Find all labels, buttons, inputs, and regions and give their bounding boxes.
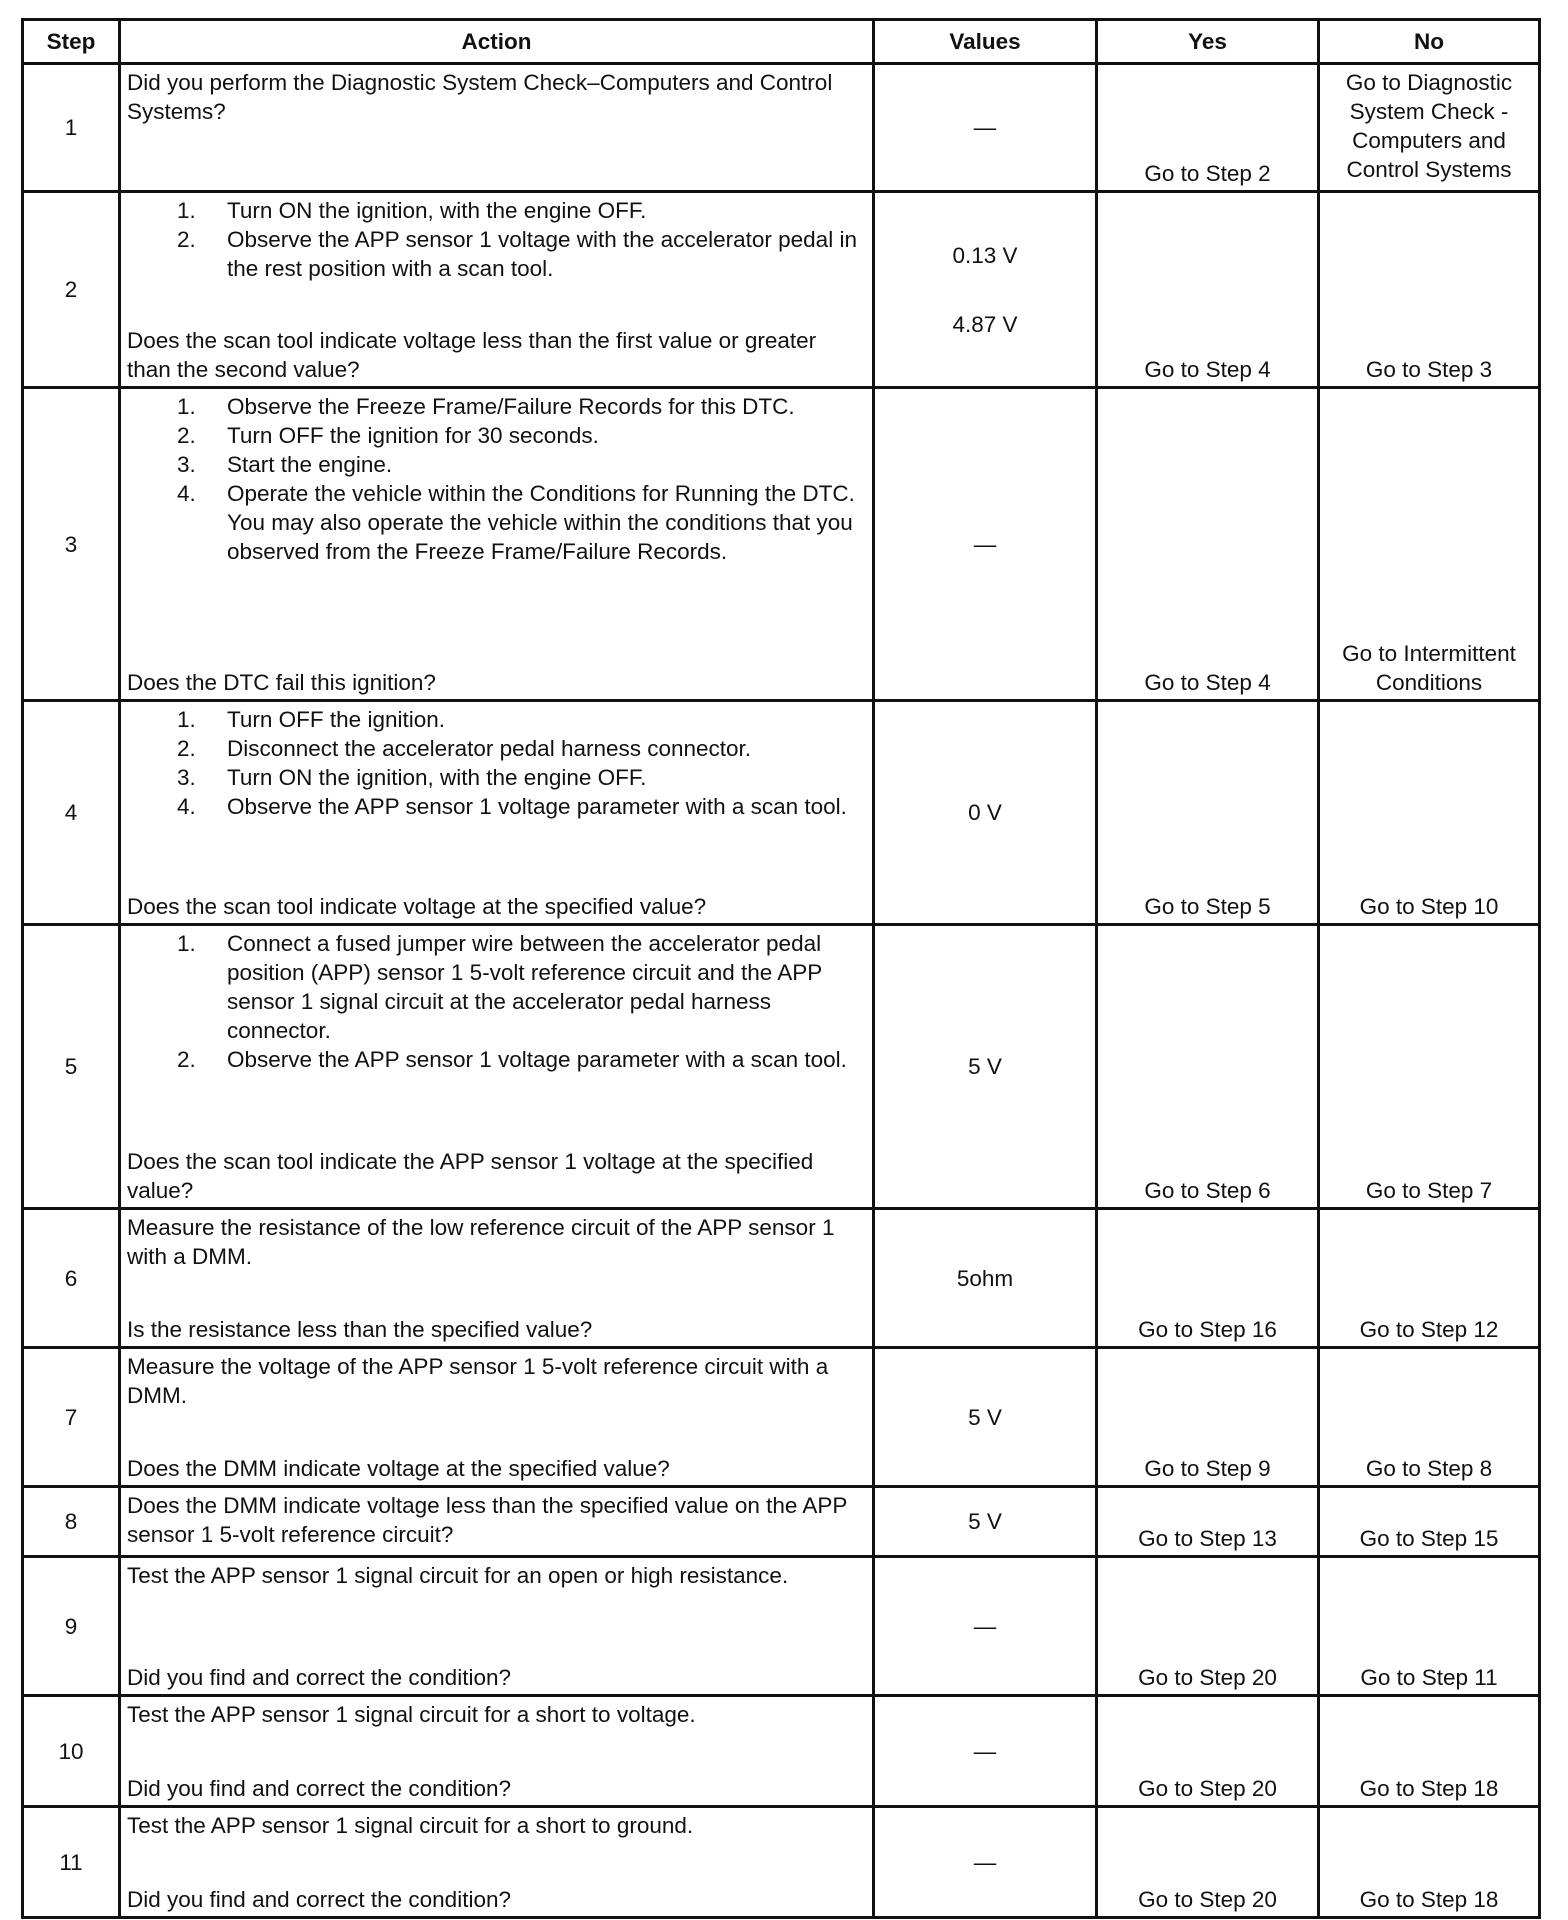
no-result: Go to Step 8 (1319, 1348, 1540, 1487)
specified-value: 4.87 V (952, 311, 1018, 337)
action-text: Test the APP sensor 1 signal circuit for an open or high resistance. (127, 1563, 789, 1588)
values-cell (874, 701, 1097, 925)
step-number: 11 (23, 1807, 120, 1918)
action-content (127, 1700, 866, 1803)
header-no: No (1319, 20, 1540, 64)
values-cell (874, 192, 1097, 388)
yes-result: Go to Step 20 (1097, 1696, 1319, 1807)
action-question: Does the DTC fail this ignition? (127, 670, 436, 695)
no-result: Go to Intermittent Conditions (1319, 388, 1540, 701)
table-row (23, 1487, 1540, 1557)
action-steps-list (127, 705, 866, 821)
action-step-item: Turn ON the ignition, with the engine OFF. (227, 765, 647, 790)
yes-result: Go to Step 2 (1097, 64, 1319, 192)
step-number: 2 (23, 192, 120, 388)
no-result: Go to Step 10 (1319, 701, 1540, 925)
action-top (127, 705, 866, 821)
yes-result: Go to Step 6 (1097, 925, 1319, 1209)
action-cell (120, 64, 874, 192)
action-top (127, 1561, 866, 1590)
diagnostic-table (21, 18, 1541, 1919)
action-question: Does the scan tool indicate voltage at the specified value? (127, 894, 707, 919)
no-result: Go to Step 7 (1319, 925, 1540, 1209)
no-result: Go to Step 15 (1319, 1487, 1540, 1557)
action-cell (120, 1487, 874, 1557)
table-row (23, 1807, 1540, 1918)
action-top (127, 1352, 866, 1410)
step-number: 6 (23, 1209, 120, 1348)
action-top (127, 392, 866, 566)
header-yes: Yes (1097, 20, 1319, 64)
action-question: Is the resistance less than the specified value? (127, 1317, 593, 1342)
values-cell (874, 1807, 1097, 1918)
action-question: Does the DMM indicate voltage at the specified value? (127, 1456, 670, 1481)
yes-result: Go to Step 20 (1097, 1557, 1319, 1696)
action-content (127, 392, 866, 697)
header-action: Action (120, 20, 874, 64)
action-question: Did you find and correct the condition? (127, 1665, 511, 1690)
action-cell (120, 1348, 874, 1487)
action-content (127, 196, 866, 384)
action-top (127, 1811, 866, 1840)
step-number: 9 (23, 1557, 120, 1696)
table-row (23, 64, 1540, 192)
yes-result: Go to Step 4 (1097, 388, 1319, 701)
action-step-item: Observe the APP sensor 1 voltage with the accelerator pedal in the rest position with a scan tool. (227, 227, 857, 281)
step-number: 8 (23, 1487, 120, 1557)
values-cell (874, 388, 1097, 701)
action-content (127, 1352, 866, 1483)
no-result: Go to Diagnostic System Check - Computers and Control Systems (1319, 64, 1540, 192)
values-cell (874, 1209, 1097, 1348)
action-cell (120, 388, 874, 701)
table-row (23, 701, 1540, 925)
action-text: Measure the resistance of the low reference circuit of the APP sensor 1 with a DMM. (127, 1215, 835, 1269)
action-question: Did you find and correct the condition? (127, 1776, 511, 1801)
table-row (23, 192, 1540, 388)
action-steps-list (127, 196, 866, 283)
no-result: Go to Step 18 (1319, 1807, 1540, 1918)
table-row (23, 1209, 1540, 1348)
action-content (127, 1811, 866, 1914)
table-row (23, 1696, 1540, 1807)
specified-value: 5 V (968, 1509, 1002, 1534)
action-step-item: Turn ON the ignition, with the engine OFF. (227, 198, 647, 223)
specified-value: — (973, 115, 997, 140)
action-top (127, 1213, 866, 1271)
action-content (127, 929, 866, 1205)
yes-result: Go to Step 13 (1097, 1487, 1319, 1557)
step-number: 10 (23, 1696, 120, 1807)
action-cell (120, 1807, 874, 1918)
action-top (127, 1491, 866, 1549)
action-text: Did you perform the Diagnostic System Check–Computers and Control Systems? (127, 70, 833, 124)
action-question: Does the scan tool indicate voltage less than the first value or greater than the second value? (127, 328, 817, 382)
action-steps-list (127, 392, 866, 566)
table-row (23, 388, 1540, 701)
action-top (127, 68, 866, 126)
values-cell (874, 1696, 1097, 1807)
action-cell (120, 1557, 874, 1696)
action-step-item: Disconnect the accelerator pedal harness connector. (227, 736, 752, 761)
step-number: 1 (23, 64, 120, 192)
yes-result: Go to Step 16 (1097, 1209, 1319, 1348)
values-cell (874, 1348, 1097, 1487)
yes-result: Go to Step 5 (1097, 701, 1319, 925)
specified-value: 5ohm (956, 1265, 1014, 1291)
table-body (23, 64, 1540, 1918)
action-text: Test the APP sensor 1 signal circuit for a short to ground. (127, 1813, 694, 1838)
specified-value: — (973, 1849, 997, 1875)
action-step-item: Observe the Freeze Frame/Failure Records for this DTC. (227, 394, 795, 419)
step-number: 7 (23, 1348, 120, 1487)
no-result: Go to Step 18 (1319, 1696, 1540, 1807)
action-content (127, 68, 866, 188)
action-step-item: Start the engine. (227, 452, 393, 477)
action-step-item: Observe the APP sensor 1 voltage parameter with a scan tool. (227, 794, 847, 819)
action-text: Test the APP sensor 1 signal circuit for a short to voltage. (127, 1702, 696, 1727)
action-top (127, 1700, 866, 1729)
header-row (23, 20, 1540, 64)
no-result: Go to Step 3 (1319, 192, 1540, 388)
action-step-item: Turn OFF the ignition. (227, 707, 446, 732)
specified-value: — (973, 1738, 997, 1764)
values-cell (874, 925, 1097, 1209)
specified-value: 5 V (968, 1404, 1002, 1430)
specified-value: — (973, 531, 997, 557)
no-result: Go to Step 11 (1319, 1557, 1540, 1696)
action-text: Measure the voltage of the APP sensor 1 5-volt reference circuit with a DMM. (127, 1354, 829, 1408)
specified-value: 5 V (968, 1054, 1002, 1079)
action-step-item: Operate the vehicle within the Conditions for Running the DTC. You may also operate the vehicle within the conditions that you observed from the Freeze Frame/Failure Records. (227, 481, 855, 564)
action-content (127, 1491, 866, 1553)
header-step: Step (23, 20, 120, 64)
specified-value: 0.13 V (952, 242, 1018, 268)
action-cell (120, 1696, 874, 1807)
action-cell (120, 1209, 874, 1348)
no-result: Go to Step 12 (1319, 1209, 1540, 1348)
action-content (127, 1561, 866, 1692)
yes-result: Go to Step 20 (1097, 1807, 1319, 1918)
action-top (127, 196, 866, 283)
table-row (23, 1348, 1540, 1487)
action-text: Does the DMM indicate voltage less than the specified value on the APP sensor 1 5-volt reference circuit? (127, 1493, 848, 1547)
action-question: Did you find and correct the condition? (127, 1887, 511, 1912)
step-number: 4 (23, 701, 120, 925)
action-question: Does the scan tool indicate the APP sensor 1 voltage at the specified value? (127, 1149, 814, 1203)
step-number: 5 (23, 925, 120, 1209)
values-cell (874, 1557, 1097, 1696)
table-row (23, 1557, 1540, 1696)
yes-result: Go to Step 4 (1097, 192, 1319, 388)
action-content (127, 705, 866, 921)
specified-value: — (973, 1613, 997, 1639)
yes-result: Go to Step 9 (1097, 1348, 1319, 1487)
specified-value: 0 V (968, 800, 1002, 825)
table-row (23, 925, 1540, 1209)
action-step-item: Observe the APP sensor 1 voltage parameter with a scan tool. (227, 1047, 847, 1072)
header-values: Values (874, 20, 1097, 64)
step-number: 3 (23, 388, 120, 701)
action-top (127, 929, 866, 1074)
values-cell (874, 64, 1097, 192)
action-steps-list (127, 929, 866, 1074)
action-content (127, 1213, 866, 1344)
action-step-item: Connect a fused jumper wire between the accelerator pedal position (APP) sensor 1 5-volt reference circuit and the APP sensor 1 signal circuit at the accelerator pedal harness connector. (227, 931, 822, 1043)
values-cell (874, 1487, 1097, 1557)
action-step-item: Turn OFF the ignition for 30 seconds. (227, 423, 599, 448)
action-cell (120, 192, 874, 388)
action-cell (120, 925, 874, 1209)
action-cell (120, 701, 874, 925)
